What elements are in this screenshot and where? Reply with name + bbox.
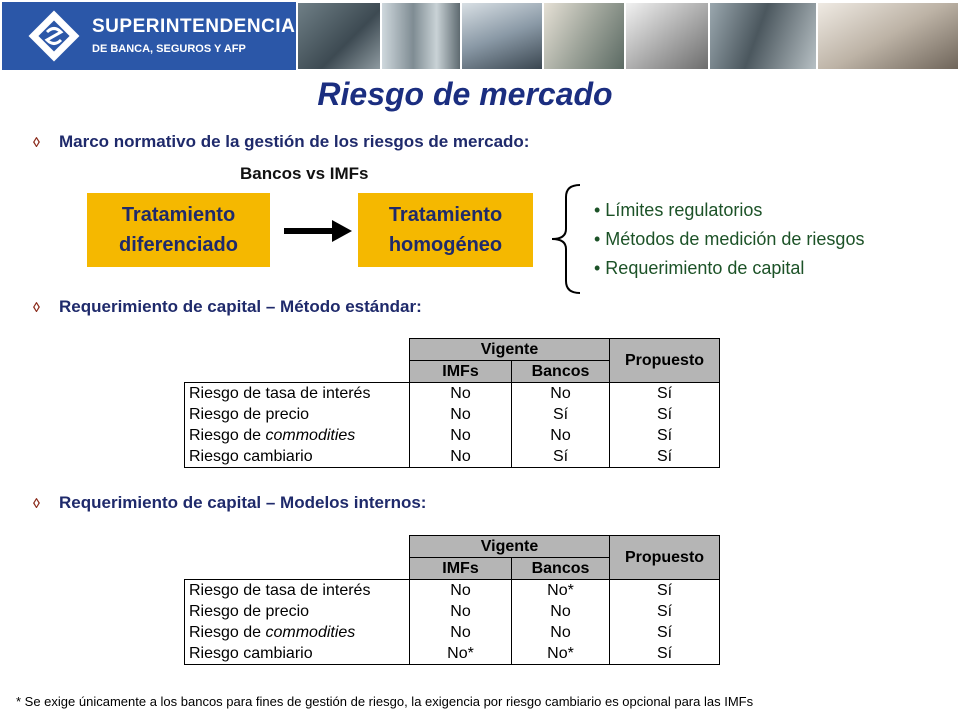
box-differentiated: Tratamiento diferenciado — [87, 193, 270, 267]
sbs-logo[interactable] — [2, 2, 296, 70]
bullet-icon: ◊ — [33, 495, 40, 511]
section1-heading: ◊ Marco normativo de la gestión de los riesgos de mercado: — [33, 132, 530, 151]
photo-card-terminal — [626, 3, 708, 69]
list-item: • Límites regulatorios — [594, 200, 763, 220]
page-title: Riesgo de mercado — [317, 76, 613, 112]
header-banner — [0, 0, 960, 72]
header-propuesto: Propuesto — [610, 536, 720, 580]
requirements-list — [594, 196, 864, 283]
bullet-icon: ◊ — [33, 134, 40, 150]
section2-heading: ◊ Requerimiento de capital – Método estándar: — [33, 297, 422, 316]
table-row: Riesgo de precio No No Sí — [185, 601, 720, 622]
footnote: * Se exige únicamente a los bancos para fines de gestión de riesgo, la exigencia por riesgo cambiario es opcional para las IMFs — [16, 694, 754, 709]
header-propuesto: Propuesto — [610, 339, 720, 383]
header-bancos: Bancos — [512, 361, 610, 383]
photo-card-payment — [298, 3, 380, 69]
box-homogeneous: Tratamiento homogéneo — [358, 193, 533, 267]
table-row: Riesgo de precio No Sí Sí — [185, 404, 720, 425]
table-row: Riesgo cambiario No* No* Sí — [185, 643, 720, 665]
table-row: Riesgo de tasa de interés No No Sí — [185, 383, 720, 405]
curly-brace-icon — [540, 183, 584, 295]
standard-method-table — [184, 338, 720, 468]
bullet-icon: ◊ — [33, 299, 40, 315]
header-bancos: Bancos — [512, 558, 610, 580]
header-vigente: Vigente — [410, 536, 610, 558]
header-vigente: Vigente — [410, 339, 610, 361]
logo-subtitle: DE BANCA, SEGUROS Y AFP — [92, 43, 246, 55]
table-row: Riesgo cambiario No Sí Sí — [185, 446, 720, 468]
comparison-label: Bancos vs IMFs — [240, 164, 369, 183]
photo-office-building — [382, 3, 460, 69]
internal-models-table — [184, 535, 720, 665]
table-row: Riesgo de commodities No No Sí — [185, 622, 720, 643]
table-row: Riesgo de commodities No No Sí — [185, 425, 720, 446]
logo-title: SUPERINTENDENCIA — [92, 16, 296, 37]
list-item: • Requerimiento de capital — [594, 258, 805, 278]
photo-money-counting — [544, 3, 624, 69]
table-row: Riesgo de tasa de interés No No* Sí — [185, 580, 720, 602]
section3-heading: ◊ Requerimiento de capital – Modelos internos: — [33, 493, 427, 512]
photo-document-signing — [818, 3, 958, 69]
photo-business-meeting — [710, 3, 816, 69]
header-imfs: IMFs — [410, 361, 512, 383]
photo-keyboard — [462, 3, 542, 69]
sbs-emblem-icon — [28, 10, 80, 62]
list-item: • Métodos de medición de riesgos — [594, 229, 865, 249]
header-imfs: IMFs — [410, 558, 512, 580]
arrow-right-icon — [284, 218, 354, 244]
